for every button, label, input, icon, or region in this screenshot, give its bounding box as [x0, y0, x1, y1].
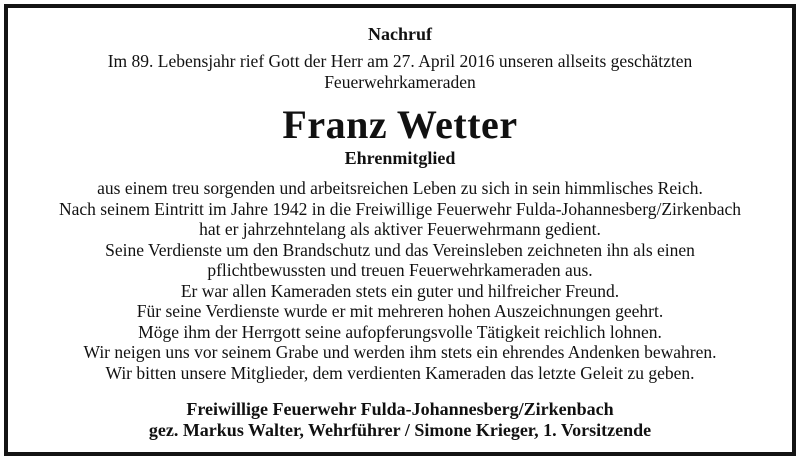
body-line: pflichtbewussten und treuen Feuerwehrkameraden aus.: [207, 260, 593, 280]
body-line: hat er jahrzehntelang als aktiver Feuerwehrmann gedient.: [199, 219, 601, 239]
intro-text: [8, 51, 792, 93]
body-line: Wir neigen uns vor seinem Grabe und werden ihm stets ein ehrendes Andenken bewahren.: [83, 342, 717, 362]
body-line: Er war allen Kameraden stets ein guter und hilfreicher Freund.: [180, 280, 620, 301]
signatories: gez. Markus Walter, Wehrführer / Simone Krieger, 1. Vorsitzende: [148, 420, 652, 440]
body-line: Wir bitten unsere Mitglieder, dem verdienten Kameraden das letzte Geleit zu geben.: [105, 362, 695, 383]
obituary-notice: [4, 4, 796, 456]
organization-name: Freiwillige Feuerwehr Fulda-Johannesberg/Zirkenbach: [186, 399, 614, 419]
honorary-title: Ehrenmitglied: [344, 148, 456, 168]
deceased-name: Franz Wetter: [282, 102, 518, 147]
notice-heading: Nachruf: [368, 24, 432, 44]
signature-block: [8, 399, 792, 441]
intro-line: Feuerwehrkameraden: [324, 72, 476, 92]
body-line: Seine Verdienste um den Brandschutz und das Vereinsleben zeichneten ihn als einen: [105, 239, 695, 260]
body-line: aus einem treu sorgenden und arbeitsreichen Leben zu sich in sein himmlisches Reich.: [97, 178, 703, 198]
intro-line: Im 89. Lebensjahr rief Gott der Herr am 27. April 2016 unseren allseits geschätzten: [107, 51, 693, 71]
obituary-body: [8, 178, 792, 383]
body-line: Möge ihm der Herrgott seine aufopferungsvolle Tätigkeit reichlich lohnen.: [138, 321, 662, 342]
body-line: Für seine Verdienste wurde er mit mehreren hohen Auszeichnungen geehrt.: [136, 301, 664, 321]
body-line: Nach seinem Eintritt im Jahre 1942 in die Freiwillige Feuerwehr Fulda-Johannesberg/Zirkenbach: [59, 198, 741, 219]
